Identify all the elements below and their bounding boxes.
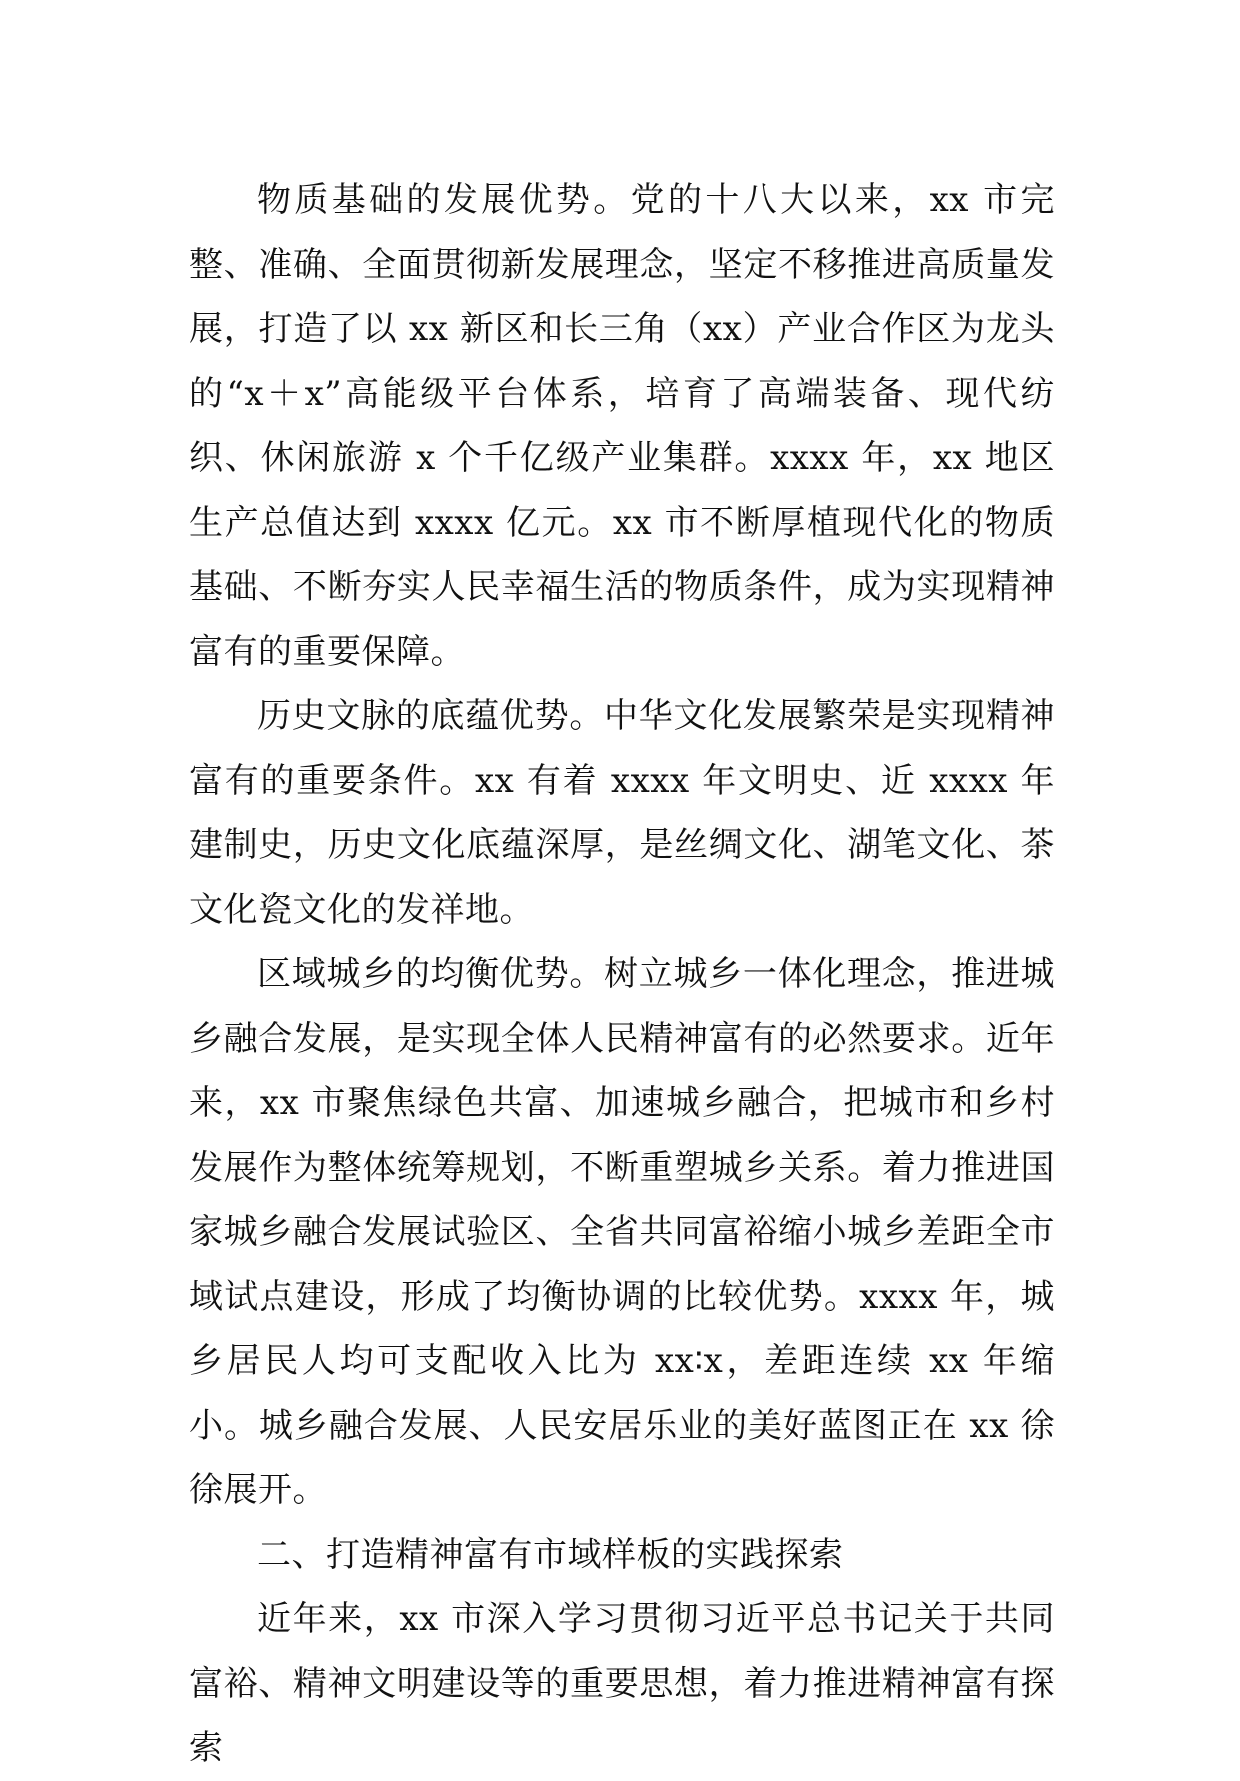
- paragraph-material-foundation: 物质基础的发展优势。党的十八大以来，xx 市完整、准确、全面贯彻新发展理念，坚定不移推进高质量发展，打造了以 xx 新区和长三角（xx）产业合作区为龙头的“x＋x”高能级平台体系，培育了高端装备、现代纺织、休闲旅游 x 个千亿级产业集群。xxxx 年，xx 地区生产总值达到 xxxx 亿元。xx 市不断厚植现代化的物质基础、不断夯实人民幸福生活的物质条件，成为实现精神富有的重要保障。: [189, 180, 1055, 672]
- paragraph-historical-heritage: 历史文脉的底蕴优势。中华文化发展繁荣是实现精神富有的重要条件。xx 有着 xxxx 年文明史、近 xxxx 年建制史，历史文化底蕴深厚，是丝绸文化、湖笔文化、茶文化瓷文化的发祥地。: [189, 696, 1055, 930]
- paragraph-practice-exploration: 近年来，xx 市深入学习贯彻习近平总书记关于共同富裕、精神文明建设等的重要思想，着力推进精神富有探索: [189, 1599, 1055, 1768]
- paragraph-urban-rural-balance: 区域城乡的均衡优势。树立城乡一体化理念，推进城乡融合发展，是实现全体人民精神富有的必然要求。近年来，xx 市聚焦绿色共富、加速城乡融合，把城市和乡村发展作为整体统筹规划，不断重塑城乡关系。着力推进国家城乡融合发展试验区、全省共同富裕缩小城乡差距全市域试点建设，形成了均衡协调的比较优势。xxxx 年，城乡居民人均可支配收入比为 xx∶x，差距连续 xx 年缩小。城乡融合发展、人民安居乐业的美好蓝图正在 xx 徐徐展开。: [189, 954, 1055, 1510]
- document-body: [189, 168, 1055, 1781]
- section-heading: 二、打造精神富有市域样板的实践探索: [257, 1534, 844, 1575]
